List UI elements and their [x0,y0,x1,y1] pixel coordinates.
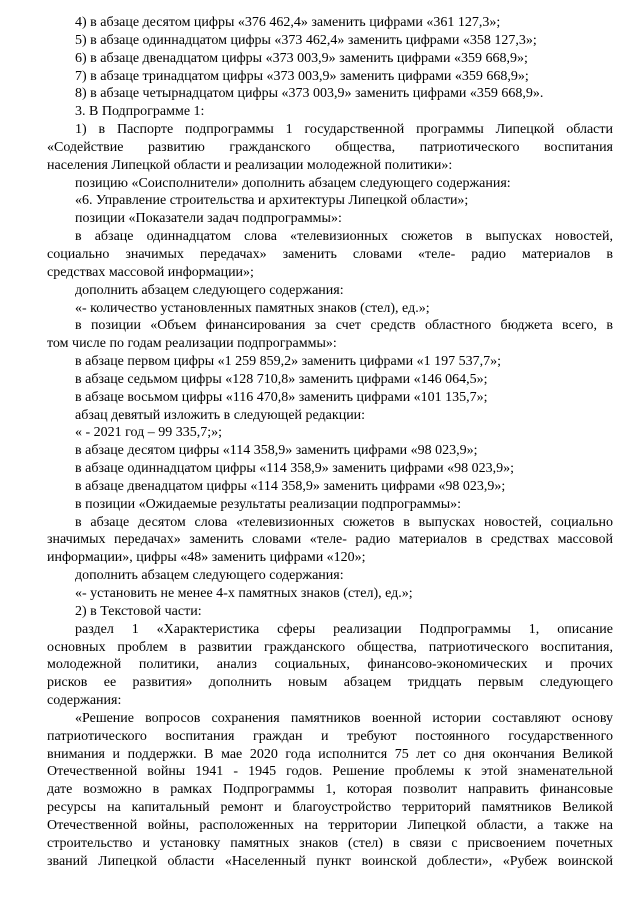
text-line: строительство и установку памятных знаков (стел) в связи с присвоением почетных [47,835,613,851]
text-line: 3. В Подпрограмме 1: [75,104,205,120]
text-line: дате возможно в рамках Подпрограммы 1, которая позволит направить финансовые [47,782,613,798]
text-line: средствах массовой информации»; [47,264,254,280]
text-line: 2) в Текстовой части: [75,603,202,619]
text-line: 4) в абзаце десятом цифры «376 462,4» заменить цифрами «361 127,3»; [75,15,501,30]
text-line: внимания и поддержки. В мае 2020 года исполнится 75 лет со дня окончания Великой [47,746,613,762]
text-line: том числе по годам реализации подпрограммы»: [47,336,337,352]
text-line: позиции «Показатели задач подпрограммы»: [75,211,342,227]
text-line: в абзаце восьмом цифры «116 470,8» заменить цифрами «101 135,7»; [75,389,488,405]
text-line: дополнить абзацем следующего содержания: [75,282,344,298]
text-line: рисков ее развития» дополнить новым абзацем тридцать первым следующего [47,675,613,691]
text-line: «Содействие развитию гражданского общества, патриотического воспитания [47,139,613,155]
text-line: в абзаце первом цифры «1 259 859,2» заменить цифрами «1 197 537,7»; [75,354,501,370]
text-line: позицию «Соисполнители» дополнить абзацем следующего содержания: [75,175,511,191]
text-line: в абзаце десятом цифры «114 358,9» заменить цифрами «98 023,9»; [75,443,478,459]
text-line: « - 2021 год – 99 335,7;»; [75,425,223,441]
text-line: значимых передачах» заменить словами «теле- радио материалов в средствах массовой [47,532,613,548]
text-line: раздел 1 «Характеристика сферы реализации Подпрограммы 1, описание [75,621,613,637]
text-line: 5) в абзаце одиннадцатом цифры «373 462,4» заменить цифрами «358 127,3»; [75,32,537,48]
text-line: населения Липецкой области и реализации молодежной политики»: [47,157,453,173]
text-line: 1) в Паспорте подпрограммы 1 государственной программы Липецкой области [75,122,613,138]
text-line: Отечественной войны 1941 - 1945 годов. Решение проблемы к этой знаменательной [47,764,613,780]
text-line: абзац девятый изложить в следующей редакции: [75,407,366,423]
text-line: «- количество установленных памятных знаков (стел), ед.»; [75,300,430,316]
text-line: званий Липецкой области «Населенный пункт воинской доблести», «Рубеж воинской [47,853,613,869]
text-line: в абзаце одиннадцатом цифры «114 358,9» заменить цифрами «98 023,9»; [75,461,515,477]
text-line: в абзаце двенадцатом цифры «114 358,9» заменить цифрами «98 023,9»; [75,478,506,494]
text-line: молодежной политики, анализ социальных, финансово-экономических и прочих [47,657,613,673]
text-line: социально значимых передачах» заменить словами «теле- радио материалов в [47,246,613,262]
text-line: 8) в абзаце четырнадцатом цифры «373 003,9» заменить цифрами «359 668,9». [75,86,544,102]
text-line: «Решение вопросов сохранения памятников военной истории составляют основу [75,710,613,726]
text-line: в абзаце одиннадцатом слова «телевизионных сюжетов в выпусках новостей, [75,229,613,245]
text-line: в позиции «Объем финансирования за счет средств областного бюджета всего, в [75,318,613,334]
text-line: «- установить не менее 4-х памятных знаков (стел), ед.»; [75,586,413,601]
document-page [47,14,613,871]
text-line: в абзаце седьмом цифры «128 710,8» заменить цифрами «146 064,5»; [75,371,488,387]
text-line: патриотического воспитания граждан и требуют постоянного государственного [47,728,613,744]
text-line: 7) в абзаце тринадцатом цифры «373 003,9» заменить цифрами «359 668,9»; [75,68,529,84]
text-line: ресурсы на капитальный ремонт и благоустройство территорий памятников Великой [47,800,613,816]
text-line: информации», цифры «48» заменить цифрами «120»; [47,550,366,566]
text-line: дополнить абзацем следующего содержания: [75,568,344,584]
text-line: основных проблем в развитии гражданского общества, патриотического воспитания, [47,639,613,655]
text-line: в позиции «Ожидаемые результаты реализации подпрограммы»: [75,496,462,512]
text-line: в абзаце десятом слова «телевизионных сюжетов в выпусках новостей, социально [75,514,613,530]
text-line: «6. Управление строительства и архитектуры Липецкой области»; [75,193,469,209]
text-line: Отечественной войны, расположенных на территории Липецкой области, а также на [47,817,613,833]
text-line: содержания: [47,693,122,709]
text-line: 6) в абзаце двенадцатом цифры «373 003,9» заменить цифрами «359 668,9»; [75,50,528,66]
